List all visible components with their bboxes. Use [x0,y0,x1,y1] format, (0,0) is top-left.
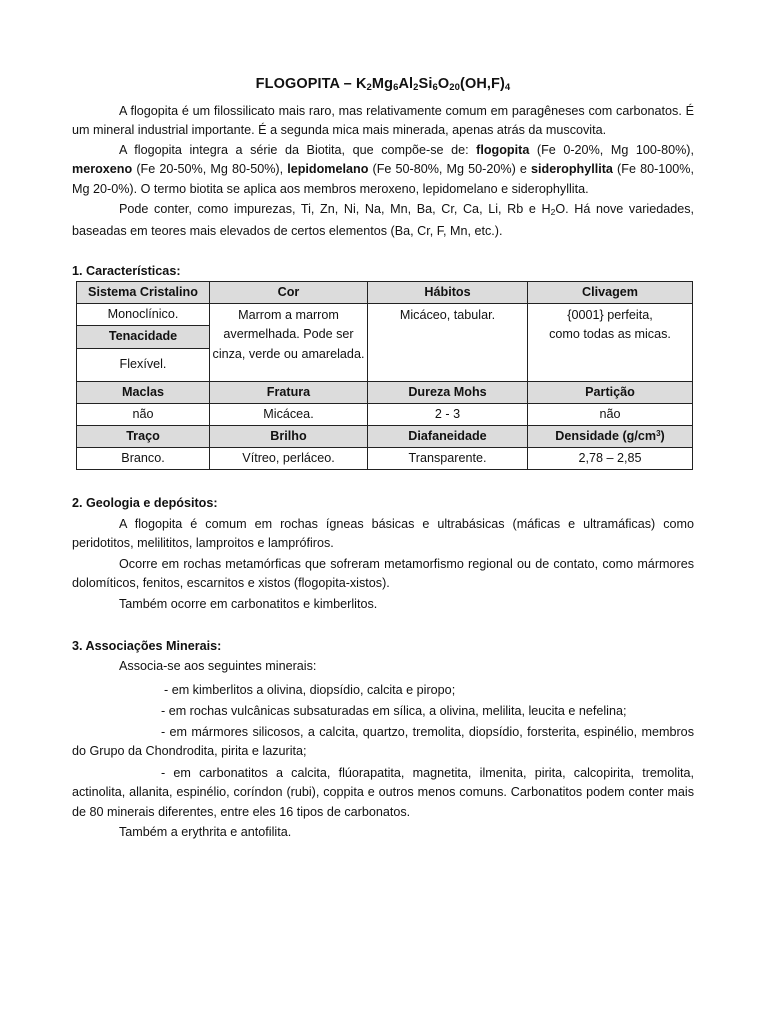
densidade-label: Densidade (g/cm [555,429,657,444]
value-traco: Branco. [77,448,210,470]
geology-paragraph-2 [72,555,694,594]
value-clivagem [528,304,693,381]
list-item: - em mármores silicosos, a calcita, quartzo, tremolita, diopsídio, forsterita, espinélio, membros do Grupo da Chondrodita, pirita e lazurita; [72,725,694,759]
header-cor: Cor [210,282,368,304]
term-lepidomelano: lepidomelano [287,162,369,177]
table-row [77,381,693,403]
range-siderophyllita: (Fe 80-100%, Mg 20-0%). O termo biotita se aplica aos membros meroxeno, lepidomelano e siderophyllita. [72,162,694,196]
varieties-text: O. Há nove variedades, baseadas em teores mais elevados de certos elementos (Ba, Cr, F, Mn, etc.). [72,202,695,239]
intro-text-2 [72,141,694,199]
associations-closing [72,823,694,842]
header-clivagem: Clivagem [528,282,693,304]
document-title [72,76,694,93]
formula-subscript: 20 [449,82,461,93]
table-row [77,426,693,448]
header-sistema-cristalino: Sistema Cristalino [77,282,210,304]
term-siderophyllita: siderophyllita [531,162,613,177]
densidade-superscript: 3 [656,429,661,439]
value-dureza-mohs: 2 - 3 [368,403,528,425]
header-fratura: Fratura [210,381,368,403]
term-meroxeno: meroxeno [72,162,133,177]
value-fratura: Micácea. [210,403,368,425]
list-item: - em carbonatitos a calcita, flúorapatita, magnetita, ilmenita, pirita, calcopirita, tremolita, actinolita, allanita, espinélio, coríndon (rubi), coppita e outros menos comuns. Carbonatitos podem conter mais de 80 minerais diferentes, entre eles 16 tipos de carbonatos. [72,766,694,819]
properties-table [76,281,693,470]
header-traco: Traço [77,426,210,448]
value-maclas: não [77,403,210,425]
intro-text-1: A flogopita é um filossilicato mais raro, mas relativamente comum em paragêneses com carbonatos. É um mineral industrial importante. É a segunda mica mais minerada, apenas atrás da muscovita. [72,104,694,138]
formula-element: O [437,76,450,92]
geology-paragraph-3 [72,595,694,614]
header-dureza-mohs: Dureza Mohs [368,381,528,403]
intro-paragraph-3 [72,200,694,242]
range-flogopita: (Fe 0-20%, Mg 100-80%), [529,143,694,157]
associations-intro-text: Associa-se aos seguintes minerais: [119,659,317,673]
geology-text-3: Também ocorre em carbonatitos e kimberlitos. [119,597,378,611]
value-densidade: 2,78 – 2,85 [528,448,693,470]
value-particao: não [528,403,693,425]
formula-subscript: 6 [432,82,438,93]
header-tenacidade: Tenacidade [77,326,210,348]
water-subscript: 2 [550,207,556,217]
section-2-heading: 2. Geologia e depósitos: [72,496,218,510]
list-item: - em rochas vulcânicas subsaturadas em sílica, a olivina, melilita, leucita e nefelina; [161,704,627,718]
series-intro: A flogopita integra a série da Biotita, que compõe-se de: [119,143,477,157]
header-densidade [528,426,693,448]
formula-element: (OH,F) [460,76,505,92]
title-formula [367,76,511,92]
formula-element: Al [398,76,414,92]
list-item: - em kimberlitos a olivina, diopsídio, calcita e piropo; [164,683,456,697]
association-item-carbonatitos [72,764,694,822]
formula-subscript: 2 [413,82,419,93]
table-row [77,448,693,470]
value-tenacidade: Flexível. [77,348,210,381]
value-habitos: Micáceo, tabular. [368,304,528,381]
association-item-vulcanicas [72,702,694,721]
intro-text-3 [72,200,694,242]
header-maclas: Maclas [77,381,210,403]
intro-paragraph-1 [72,102,694,141]
header-brilho: Brilho [210,426,368,448]
formula-subscript: 2 [366,82,372,93]
range-meroxeno: (Fe 20-50%, Mg 80-50%), [132,162,288,177]
section-1-heading: 1. Características: [72,264,181,278]
header-diafaneidade: Diafaneidade [368,426,528,448]
value-sistema-cristalino: Monoclínico. [77,304,210,326]
intro-paragraph-2 [72,141,694,199]
section-3-heading: 3. Associações Minerais: [72,639,222,653]
value-diafaneidade: Transparente. [368,448,528,470]
geology-text-1: A flogopita é comum em rochas ígneas básicas e ultrabásicas (máficas e ultramáficas) como peridotitos, melilititos, lamproitos e lamprófiros. [72,517,694,551]
range-lepidomelano: (Fe 50-80%, Mg 50-20%) e [368,162,532,177]
table-row [77,403,693,425]
formula-subscript: 4 [504,82,511,93]
table-row [77,282,693,304]
table-row [77,304,693,326]
geology-text-2: Ocorre em rochas metamórficas que sofreram metamorfismo regional ou de contato, como mármores dolomíticos, fenitos, escarnitos e xistos (flogopita-xistos). [72,557,694,591]
clivagem-line-2: como todas as micas. [549,327,671,342]
association-item-marmores [72,723,694,762]
value-brilho: Vítreo, perláceo. [210,448,368,470]
association-item-kimberlitos [72,681,694,700]
clivagem-line-1: {0001} perfeita, [567,308,653,323]
value-cor: Marrom a marrom avermelhada. Pode ser cinza, verde ou amarelada. [210,304,368,381]
formula-subscript: 6 [393,82,399,93]
formula-element: Si [418,76,433,92]
header-habitos: Hábitos [368,282,528,304]
formula-element: Mg [371,76,394,92]
title-prefix: FLOGOPITA – K [255,76,367,92]
densidade-close: ) [660,429,665,444]
geology-paragraph-1 [72,515,694,554]
associations-closing-text: Também a erythrita e antofilita. [119,825,292,839]
term-flogopita: flogopita [476,143,530,157]
associations-intro [72,657,694,676]
impurities-text: Pode conter, como impurezas, Ti, Zn, Ni, Na, Mn, Ba, Cr, Ca, Li, Rb e H [119,202,551,216]
header-particao: Partição [528,381,693,403]
